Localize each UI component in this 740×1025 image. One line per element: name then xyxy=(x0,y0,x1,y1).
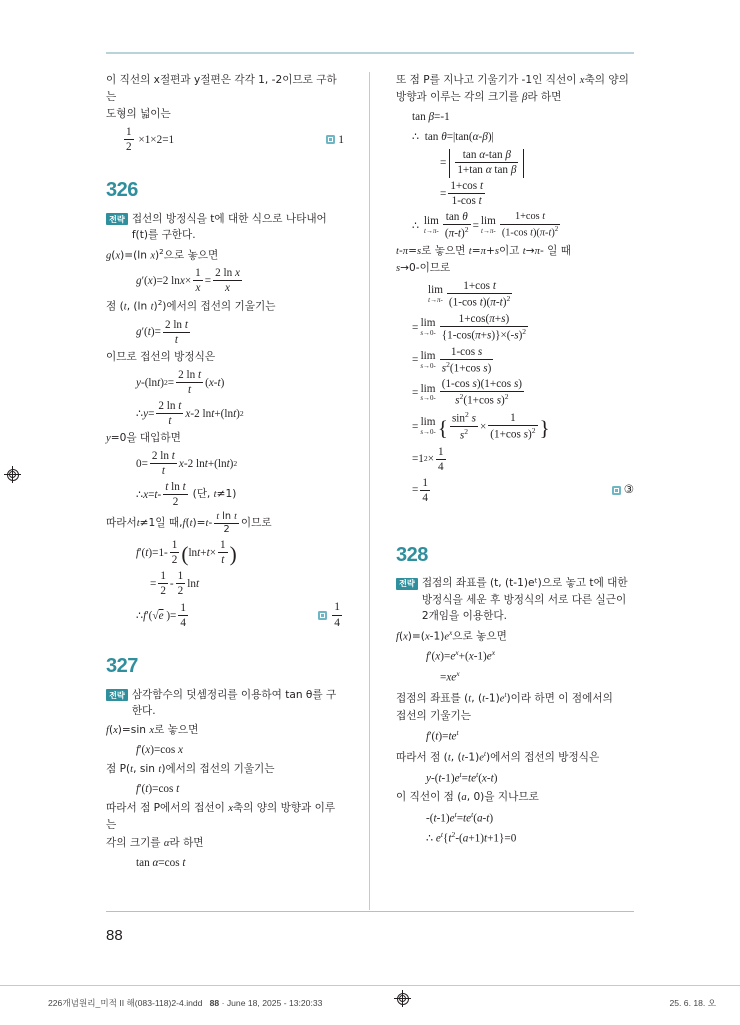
column-divider xyxy=(369,72,370,910)
line-327c-15: =1 2 × $\frac{1}{4}$ xyxy=(412,445,444,473)
answer-marker-327 xyxy=(612,481,634,500)
answer-value: $\frac{1}{4}$ xyxy=(334,601,340,629)
line-327-5: 따라서 점 P에서의 접선이 x축의 양의 방향과 이루는 xyxy=(106,802,336,832)
header-rule xyxy=(106,52,634,54)
line-326-12: f ′( t )=1- $\frac{1}{2}$ ( ln t + t × $\frac{1}{t}$ ) xyxy=(136,539,237,567)
line-327c-14: = lim s→0- { $\frac{\sin^2 s}{s^2}$ × $\frac{1}{(1+\cos s)^2}$ } xyxy=(412,410,550,442)
line-327c-7: ∴ lim t→π- $\frac{\text{tan θ}}{(\pi-t)^2}$ = lim t→π- $\frac{\text{1+cos t}}{(1-\cos t)(\pi-t)^2}$ xyxy=(412,210,559,240)
print-footer xyxy=(0,985,740,1025)
line-326-13: = $\frac{1}{2}$ - $\frac{1}{2}$ ln t xyxy=(150,570,200,598)
strategy-text: 접선의 방정식을 t에 대한 식으로 나타내어 f(t)를 구한다. xyxy=(131,212,327,242)
line-328-7: 따라서 점 (t, $(t-1)e^t$)에서의 접선의 방정식은 xyxy=(396,749,600,764)
line-327c-2: 방향과 이루는 각의 크기를 β라 하면 xyxy=(396,91,562,104)
line-326-11: 따라서 t ≠1일 때, f ( t )= t - $\frac{\text{t ln t}}{2}$ 이므로 xyxy=(106,510,272,536)
line-327c-10: lim t→π- $\frac{\text{1+cos t}}{(1-\cos t)(\pi-t)^2}$ xyxy=(428,280,511,309)
footer-date: June 18, 2025 - 13:20:33 xyxy=(226,998,323,1008)
answer-box-icon xyxy=(326,135,335,144)
strategy-text: 삼각함수의 덧셈정리를 이용하여 tan θ를 구한다. xyxy=(131,688,337,718)
line-327-3: 점 P(t, sin t)에서의 접선의 기울기는 xyxy=(106,762,275,775)
strategy-tag: 전략 xyxy=(106,213,128,225)
line-328-9: 이 직선이 점 (a, 0)을 지나므로 xyxy=(396,791,539,804)
footer-filename: 226개념원리_미적 II 해(083-118)2-4.indd xyxy=(48,998,203,1008)
problem-number-328: 328 xyxy=(396,544,428,567)
line-327-2: f′(x)=cos x xyxy=(136,743,183,756)
line-326-1: g(x)=(ln x)$^2$으로 놓으면 xyxy=(106,246,219,262)
line-326-14: ∴ f ′(√ e )= $\frac{1}{4}$ $\frac{1}{4}$ xyxy=(106,601,344,631)
left-column xyxy=(106,72,344,874)
strategy-326 xyxy=(106,211,344,244)
problem-number-327: 327 xyxy=(106,655,138,678)
line-326-5: 이므로 접선의 방정식은 xyxy=(106,351,216,364)
footer-left: 226개념원리_미적 II 해(083-118)2-4.indd 88 · June 18, 2025 - 13:20:33 xyxy=(48,998,323,1008)
line-326-7: ∴ y = $\frac{\text{2 ln t}}{t}$ x -2 ln t +(ln t ) 2 xyxy=(136,399,244,427)
line-327c-12: = lim s→0- $\frac{\text{1-cos s}}{s^2(1+\cos s)}$ xyxy=(412,345,492,375)
intro-line-2: 도형의 넓이는 xyxy=(106,108,171,121)
line-328-10: $-(t-1)e^t=te^t(a-t)$ xyxy=(426,809,494,825)
footer-rule xyxy=(106,911,634,912)
line-327-7: tan α=cos t xyxy=(136,856,186,869)
strategy-327 xyxy=(106,687,344,720)
line-328-3: $=xe^x$ xyxy=(440,669,460,684)
line-328-4: 접점의 좌표를 (t, $(t-1)e^t$)이라 하면 이 점에서의 xyxy=(396,691,613,705)
line-326-3: 점 (t, (ln t)$^2$)에서의 접선의 기울기는 xyxy=(106,298,276,313)
problem-number-326: 326 xyxy=(106,179,138,202)
strategy-text: 접점의 좌표를 (t, (t-1)eᵗ)으로 놓고 t에 대한 방정식을 세운 후 방정식의 서로 다른 실근이 2개임을 이용한다. xyxy=(421,577,628,623)
strategy-tag: 전략 xyxy=(396,578,418,590)
line-327c-3: tan β=-1 xyxy=(412,111,450,124)
line-326-6: y -(ln t ) 2 = $\frac{\text{2 ln t}}{t}$ ( x - t ) xyxy=(136,368,225,396)
page-number: 88 xyxy=(106,927,123,944)
line-327-4: f′(t)=cos t xyxy=(136,783,180,796)
intro-equation: $\frac{1}{2}$ ×1×2=1 1 xyxy=(126,125,344,153)
answer-box-icon xyxy=(318,611,327,620)
line-327-6: 각의 크기를 α라 하면 xyxy=(106,836,204,849)
answer-box-icon xyxy=(612,486,621,495)
registration-mark-footer xyxy=(394,990,411,1007)
strategy-328 xyxy=(396,575,634,624)
line-326-9: 0= $\frac{\text{2 ln t}}{t}$ x -2 ln t +(ln t ) 2 xyxy=(136,449,238,477)
line-328-11: ∴ $e^t\{t^2-(a+1)t+1\}=0$ xyxy=(426,830,517,846)
intro-line-1: 이 직선의 x절편과 y절편은 각각 1, -2이므로 구하는 xyxy=(106,74,337,104)
right-column xyxy=(396,72,634,850)
footer-right: 25. 6. 18. 오 xyxy=(669,998,716,1008)
line-328-1: $f(x)=(x-1)e^x$으로 놓으면 xyxy=(396,628,507,643)
answer-marker-1 xyxy=(326,131,344,150)
line-327c-9: s→0-이므로 xyxy=(396,262,451,275)
line-328-5: 접선의 기울기는 xyxy=(396,709,472,722)
line-327c-1: 또 점 P를 지나고 기울기가 -1인 직선이 x축의 양의 xyxy=(396,74,629,86)
line-328-6: $f'(t)=te^t$ xyxy=(426,727,459,743)
line-326-4: g ′( t )= $\frac{\text{2 ln t}}{t}$ xyxy=(136,318,188,346)
line-327c-5: = $\frac{\text{tan α-tan β}}{\text{1+tan α tan β}}$ xyxy=(396,149,634,178)
strategy-tag: 전략 xyxy=(106,689,128,701)
answer-marker-326 xyxy=(318,601,344,631)
line-327c-6: = $\frac{\text{1+cos t}}{\text{1-cos t}}$ xyxy=(440,180,484,208)
answer-value: 1 xyxy=(338,133,344,146)
line-327c-4: ∴ tan θ=|tan(α-β)| xyxy=(412,131,494,144)
line-327c-8: t-π=s로 놓으면 t=π+s이고 t→π- 일 때 xyxy=(396,245,571,258)
line-326-2: g ′( x )=2 ln x × $\frac{1}{x}$ = $\frac{\text{2 ln x}}{x}$ xyxy=(136,266,240,294)
line-328-8: $y-(t-1)e^t=te^t(x-t)$ xyxy=(426,769,498,785)
line-326-8: y=0을 대입하면 xyxy=(106,432,181,445)
line-327c-13: = lim s→0- $\frac{\text{(1-cos s)(1+cos s)}}{s^2(1+\cos s)^2}$ xyxy=(412,378,523,408)
line-328-2: $f'(x)=e^x+(x-1)e^x$ xyxy=(426,648,496,664)
line-327c-11: = lim s→0- $\frac{1+\cos(\pi+s)}{\{1-\cos(\pi+s)\}\times(-s)^2}$ xyxy=(412,312,527,342)
line-326-10: ∴ x = t - $\frac{\text{t ln t}}{2}$ (단, t≠1) xyxy=(136,480,237,508)
line-327c-16: = $\frac{1}{4}$ ③ xyxy=(412,476,634,504)
registration-mark-left xyxy=(4,466,21,483)
footer-page: 88 xyxy=(209,998,220,1008)
answer-value: ③ xyxy=(623,484,634,497)
line-327-1: f(x)=sin x로 놓으면 xyxy=(106,723,199,736)
